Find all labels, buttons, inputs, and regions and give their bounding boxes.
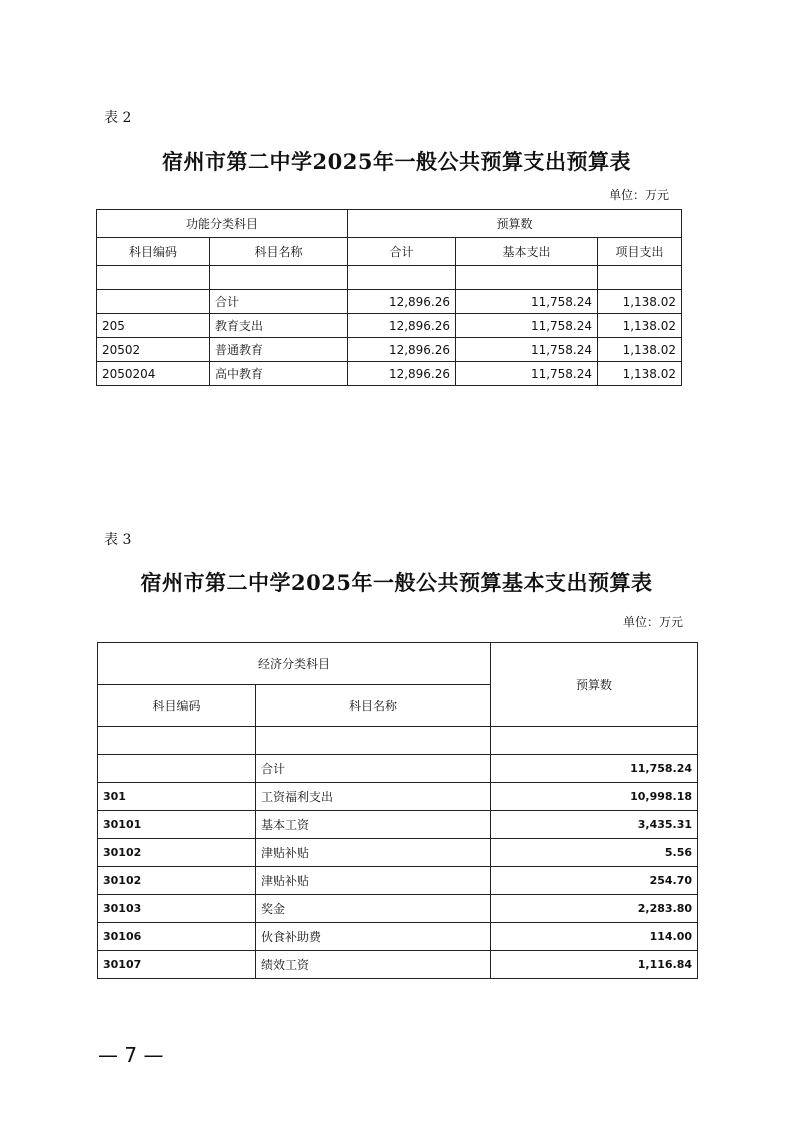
- row-code: 301: [98, 783, 256, 811]
- table-row: [98, 839, 698, 867]
- basic-expenditure-table: [97, 642, 698, 979]
- blank-cell: [456, 266, 598, 290]
- row-amount: 254.70: [491, 867, 698, 895]
- header-row: [98, 643, 698, 685]
- row-code: 30107: [98, 951, 256, 979]
- table-row: [98, 867, 698, 895]
- row-amount: 5.56: [491, 839, 698, 867]
- col-project-header: 项目支出: [598, 238, 682, 266]
- col-code-header: 科目编码: [98, 685, 256, 727]
- col-name-header: 科目名称: [256, 685, 491, 727]
- page-number: — 7 —: [98, 1043, 164, 1067]
- header-row: [97, 210, 682, 238]
- table3-label: 表 3: [104, 532, 132, 548]
- row-amount: 114.00: [491, 923, 698, 951]
- row-basic: 11,758.24: [456, 338, 598, 362]
- row-code: 2050204: [97, 362, 210, 386]
- col-name-header: 科目名称: [210, 238, 348, 266]
- row-amount: 3,435.31: [491, 811, 698, 839]
- col-basic-header: 基本支出: [456, 238, 598, 266]
- row-amount: 1,116.84: [491, 951, 698, 979]
- col-code-header: 科目编码: [97, 238, 210, 266]
- table-row: [98, 923, 698, 951]
- blank-cell: [98, 727, 256, 755]
- row-code: 30106: [98, 923, 256, 951]
- blank-cell: [97, 266, 210, 290]
- row-name: 伙食补助费: [256, 923, 491, 951]
- row-amount: 11,758.24: [491, 755, 698, 783]
- row-amount: 10,998.18: [491, 783, 698, 811]
- row-name: 合计: [210, 290, 348, 314]
- row-total: 12,896.26: [348, 338, 456, 362]
- blank-cell: [210, 266, 348, 290]
- table-row: [98, 951, 698, 979]
- blank-cell: [348, 266, 456, 290]
- table-row: [98, 755, 698, 783]
- economic-category-header: 经济分类科目: [98, 643, 491, 685]
- table-row: [97, 290, 682, 314]
- table-row: [98, 811, 698, 839]
- row-name: 合计: [256, 755, 491, 783]
- row-code: [97, 290, 210, 314]
- row-total: 12,896.26: [348, 362, 456, 386]
- blank-cell: [256, 727, 491, 755]
- blank-cell: [598, 266, 682, 290]
- row-code: 205: [97, 314, 210, 338]
- row-name: 普通教育: [210, 338, 348, 362]
- row-code: 20502: [97, 338, 210, 362]
- row-name: 工资福利支出: [256, 783, 491, 811]
- blank-cell: [491, 727, 698, 755]
- budget-amount-header: 预算数: [491, 643, 698, 727]
- table-row: [97, 362, 682, 386]
- row-name: 津贴补贴: [256, 867, 491, 895]
- functional-category-header: 功能分类科目: [97, 210, 348, 238]
- row-code: 30102: [98, 867, 256, 895]
- row-basic: 11,758.24: [456, 362, 598, 386]
- row-project: 1,138.02: [598, 314, 682, 338]
- row-basic: 11,758.24: [456, 314, 598, 338]
- row-name: 基本工资: [256, 811, 491, 839]
- table-row: [97, 338, 682, 362]
- row-code: [98, 755, 256, 783]
- row-project: 1,138.02: [598, 290, 682, 314]
- row-amount: 2,283.80: [491, 895, 698, 923]
- row-code: 30102: [98, 839, 256, 867]
- row-project: 1,138.02: [598, 338, 682, 362]
- row-project: 1,138.02: [598, 362, 682, 386]
- table3-title: 宿州市第二中学2025年一般公共预算基本支出预算表: [140, 570, 653, 595]
- budget-expenditure-table: [96, 209, 682, 386]
- row-name: 绩效工资: [256, 951, 491, 979]
- row-name: 奖金: [256, 895, 491, 923]
- row-code: 30101: [98, 811, 256, 839]
- table2-title: 宿州市第二中学2025年一般公共预算支出预算表: [162, 149, 631, 174]
- row-basic: 11,758.24: [456, 290, 598, 314]
- row-total: 12,896.26: [348, 290, 456, 314]
- row-name: 津贴补贴: [256, 839, 491, 867]
- table2-unit: 单位：万元: [609, 188, 670, 202]
- row-name: 教育支出: [210, 314, 348, 338]
- col-total-header: 合计: [348, 238, 456, 266]
- row-total: 12,896.26: [348, 314, 456, 338]
- table3-unit: 单位：万元: [623, 615, 684, 629]
- table-row: [98, 895, 698, 923]
- table-row: [97, 314, 682, 338]
- subheader-row: [97, 238, 682, 266]
- table2-label: 表 2: [104, 110, 132, 126]
- row-code: 30103: [98, 895, 256, 923]
- row-name: 高中教育: [210, 362, 348, 386]
- budget-amount-header: 预算数: [348, 210, 682, 238]
- blank-row: [98, 727, 698, 755]
- blank-row: [97, 266, 682, 290]
- table-row: [98, 783, 698, 811]
